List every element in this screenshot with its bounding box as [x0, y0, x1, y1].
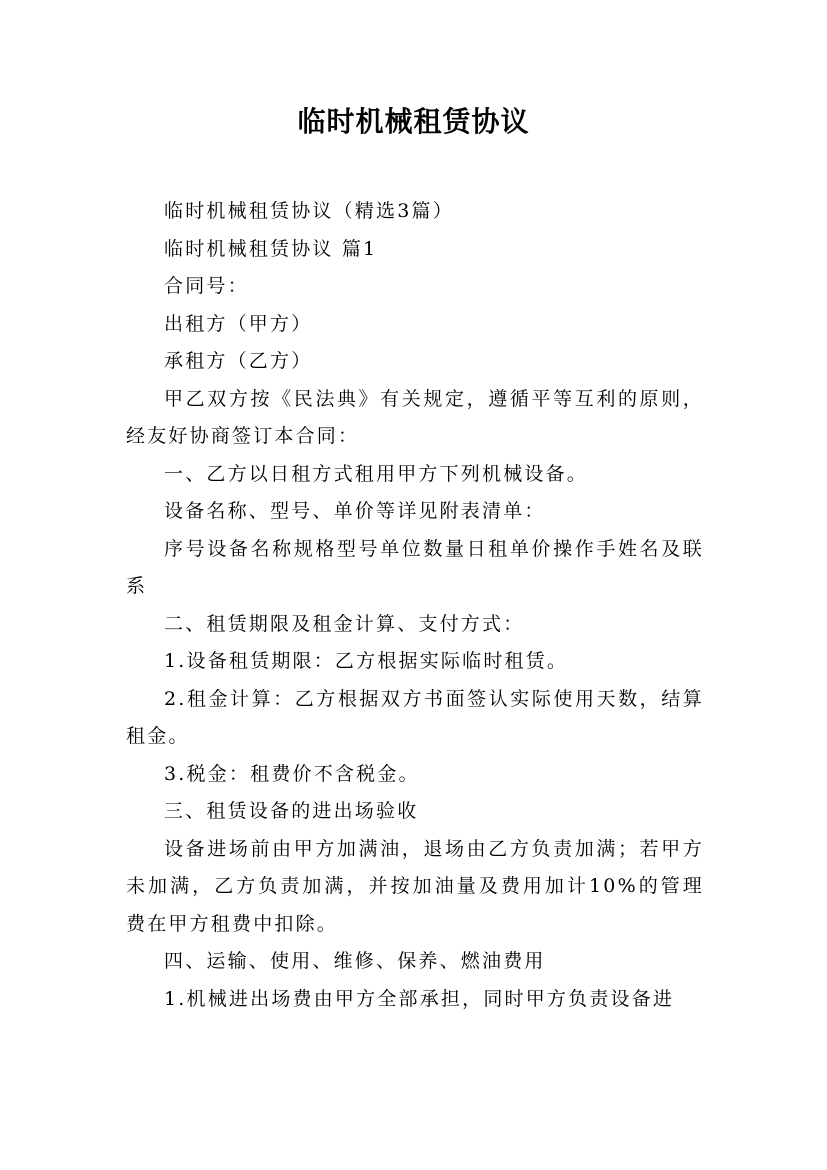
paragraph-clause-2-3: 3.税金：租费价不含税金。 — [164, 762, 420, 785]
paragraph-clause-2-2: 2.租金计算：乙方根据双方书面签认实际使用天数，结算租金。 — [126, 687, 704, 747]
document-title: 临时机械租赁协议 — [297, 105, 530, 138]
paragraph-section-3: 三、租赁设备的进出场验收 — [164, 800, 419, 822]
paragraph-table-header: 序号设备名称规格型号单位数量日租单价操作手姓名及联系 — [126, 537, 704, 597]
paragraph-lessor: 出租方（甲方） — [164, 312, 313, 335]
paragraph-lessee: 承租方（乙方） — [164, 350, 313, 372]
paragraph-clause-2-1: 1.设备租赁期限：乙方根据实际临时租赁。 — [164, 650, 569, 672]
paragraph-section-4: 四、运输、使用、维修、保养、燃油费用 — [164, 950, 546, 972]
paragraph-section-1: 一、乙方以日租方式租用甲方下列机械设备。 — [164, 462, 589, 485]
paragraph-clause-4-1: 1.机械进出场费由甲方全部承担，同时甲方负责设备进 — [164, 987, 675, 1010]
paragraph-selected-title: 临时机械租赁协议（精选3篇） — [164, 200, 454, 222]
paragraph-clause-3-text: 设备进场前由甲方加满油，退场由乙方负责加满；若甲方未加满，乙方负责加满，并按加油量及费用加计10%的管理费在甲方租费中扣除。 — [126, 837, 704, 935]
paragraph-preamble: 甲乙双方按《民法典》有关规定，遵循平等互利的原则，经友好协商签订本合同： — [126, 387, 704, 447]
paragraph-contract-number: 合同号： — [164, 275, 249, 297]
paragraph-section-2: 二、租赁期限及租金计算、支付方式： — [164, 612, 525, 635]
document-body — [126, 193, 704, 1018]
paragraph-equipment-list-note: 设备名称、型号、单价等详见附表清单： — [164, 500, 546, 522]
paragraph-article-heading: 临时机械租赁协议 篇1 — [164, 237, 378, 260]
